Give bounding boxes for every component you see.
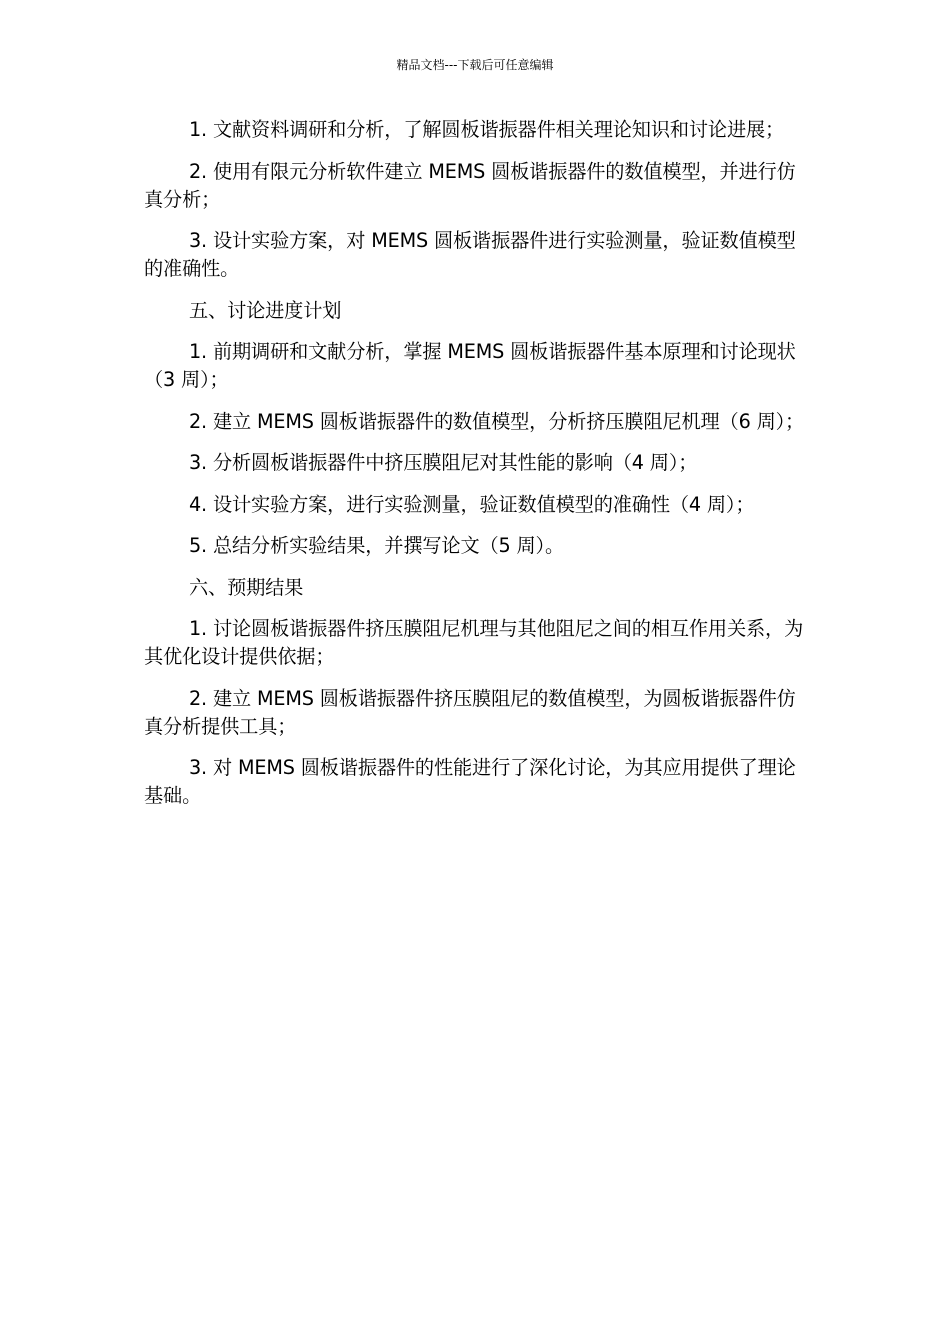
- schedule-item-2: 2. 建立 MEMS 圆板谐振器件的数值模型，分析挤压膜阻尼机理（6 周）；: [189, 409, 805, 433]
- schedule-item-3: 3. 分析圆板谐振器件中挤压膜阻尼对其性能的影响（4 周）；: [189, 451, 698, 474]
- section-heading-expected-results: 六、预期结果: [189, 575, 304, 599]
- research-content-item-1: 1. 文献资料调研和分析，了解圆板谐振器件相关理论知识和讨论进展；: [189, 118, 785, 141]
- schedule-item-1: 1. 前期调研和文献分析，掌握 MEMS 圆板谐振器件基本原理和讨论现状（3 周）；: [144, 340, 796, 391]
- expected-result-item-1: 1. 讨论圆板谐振器件挤压膜阻尼机理与其他阻尼之间的相互作用关系，为其优化设计提供依据；: [144, 617, 804, 668]
- research-content-item-3: 3. 设计实验方案，对 MEMS 圆板谐振器件进行实验测量，验证数值模型的准确性。: [144, 229, 796, 280]
- expected-result-item-3: 3. 对 MEMS 圆板谐振器件的性能进行了深化讨论，为其应用提供了理论基础。: [144, 756, 796, 807]
- expected-result-item-2: 2. 建立 MEMS 圆板谐振器件挤压膜阻尼的数值模型，为圆板谐振器件仿真分析提供工具；: [144, 686, 796, 738]
- page-header: 精品文档---下载后可任意编辑: [396, 58, 554, 72]
- schedule-item-5: 5. 总结分析实验结果，并撰写论文（5 周）。: [189, 534, 565, 557]
- schedule-item-4: 4. 设计实验方案，进行实验测量，验证数值模型的准确性（4 周）；: [189, 492, 755, 516]
- research-content-item-2: 2. 使用有限元分析软件建立 MEMS 圆板谐振器件的数值模型，并进行仿真分析；: [144, 159, 796, 211]
- section-heading-schedule: 五、讨论进度计划: [189, 298, 342, 322]
- document-body: [144, 116, 806, 824]
